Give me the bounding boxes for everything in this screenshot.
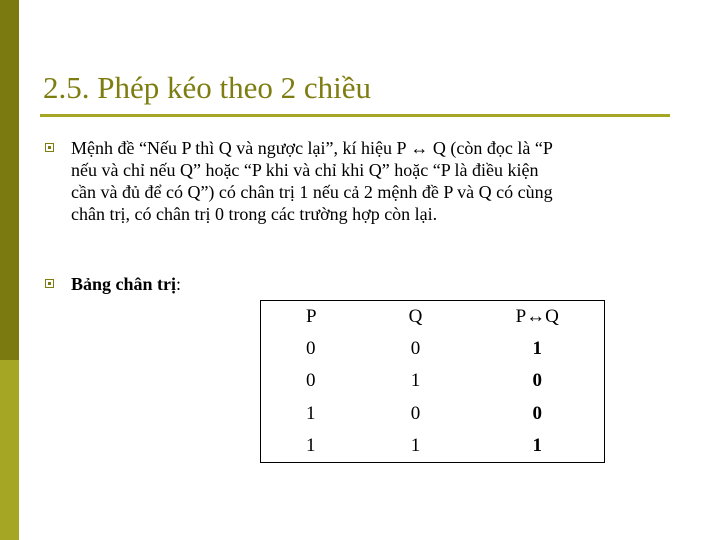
left-accent-bar-top <box>0 0 19 360</box>
table-cell: 0 <box>306 370 316 392</box>
table-cell: 1 <box>410 370 421 392</box>
truth-table <box>260 300 605 463</box>
table-row <box>261 398 605 430</box>
table-cell: 1 <box>532 338 542 360</box>
header-cell-q: Q <box>408 306 423 328</box>
table-cell: 0 <box>410 402 421 424</box>
table-cell: 0 <box>306 338 316 360</box>
table-row <box>261 333 605 365</box>
table-cell: 0 <box>410 338 421 360</box>
table-cell: 0 <box>532 370 542 392</box>
table-cell: 0 <box>532 402 542 424</box>
square-bullet-icon <box>45 143 54 152</box>
definition-line: nếu và chỉ nếu Q” hoặc “P khi và chỉ khi Q” hoặc “P là điều kiện <box>71 160 539 180</box>
truth-table-header-row <box>261 301 605 334</box>
slide-title: 2.5. Phép kéo theo 2 chiều <box>43 70 372 105</box>
table-cell: 1 <box>532 434 542 456</box>
definition-line: chân trị, có chân trị 0 trong các trường hợp còn lại. <box>71 204 438 224</box>
table-cell: 1 <box>306 402 316 424</box>
square-bullet-icon <box>45 279 54 288</box>
header-cell-biconditional: P↔Q <box>515 306 559 328</box>
left-accent-bar-bottom <box>0 360 19 540</box>
definition-line: cần và đủ để có Q”) có chân trị 1 nếu cả 2 mệnh đề P và Q có cùng <box>71 182 553 202</box>
definition-line: Mệnh đề “Nếu P thì Q và ngược lại”, kí hiệu P ↔ Q (còn đọc là “P <box>71 138 553 158</box>
table-cell: 1 <box>306 434 316 456</box>
table-row <box>261 365 605 397</box>
title-underline <box>40 114 670 117</box>
truth-table-label-bold: Bảng chân trị <box>71 274 177 294</box>
truth-table-label <box>71 273 181 295</box>
table-row <box>261 430 605 463</box>
truth-table-label-colon: : <box>176 274 182 294</box>
header-cell-p: P <box>306 306 317 328</box>
table-cell: 1 <box>410 434 421 456</box>
